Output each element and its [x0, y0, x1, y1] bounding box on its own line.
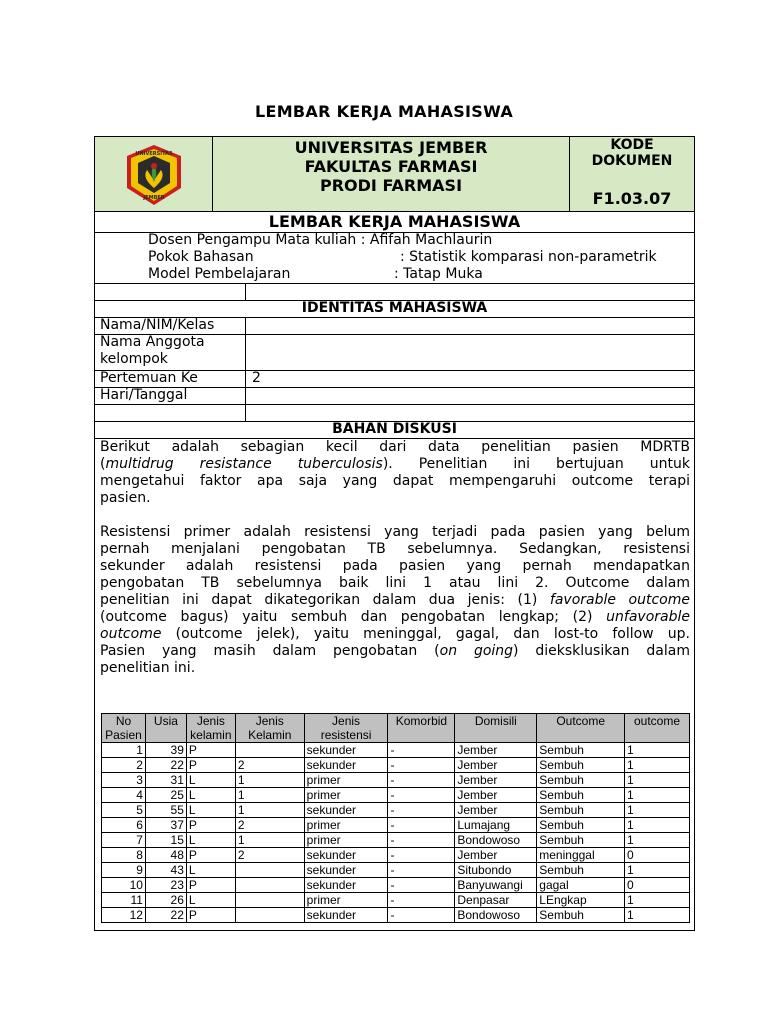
- pokok-value: : Statistik komparasi non-parametrik: [400, 249, 657, 265]
- anggota-label-1: Nama Anggota: [100, 334, 205, 350]
- table-header-row: [102, 714, 690, 743]
- table-row: [102, 863, 690, 878]
- dokumen-label: DOKUMEN: [591, 153, 673, 169]
- cell-domisili: Bondowoso: [455, 908, 537, 923]
- cell-usia: 26: [145, 893, 186, 908]
- cell-outcome-kode: 1: [625, 893, 690, 908]
- cell-komorbid: -: [388, 908, 455, 923]
- kode-value: F1.03.07: [592, 189, 672, 208]
- cell-outcome-kode: 1: [625, 788, 690, 803]
- cell-komorbid: -: [388, 788, 455, 803]
- cell-domisili: Jember: [455, 803, 537, 818]
- cell-domisili: Jember: [455, 743, 537, 758]
- cell-usia: 15: [145, 833, 186, 848]
- cell-komorbid: -: [388, 773, 455, 788]
- cell-no: 5: [102, 803, 146, 818]
- cell-komorbid: -: [388, 833, 455, 848]
- cell-jenis-kelamin: P: [186, 878, 235, 893]
- worksheet-frame: [94, 136, 695, 931]
- cell-no: 10: [102, 878, 146, 893]
- cell-outcome: Sembuh: [537, 863, 625, 878]
- discussion-paragraph-1: [100, 439, 690, 507]
- cell-no: 3: [102, 773, 146, 788]
- cell-jenis-kelamin: L: [186, 833, 235, 848]
- cell-outcome-kode: 1: [625, 833, 690, 848]
- cell-usia: 25: [145, 788, 186, 803]
- cell-outcome: Sembuh: [537, 743, 625, 758]
- cell-usia: 43: [145, 863, 186, 878]
- header-outcome-kode: outcome: [625, 714, 690, 743]
- pokok-label: Pokok Bahasan: [148, 249, 254, 265]
- logo-emblem-icon: [123, 144, 185, 206]
- cell-outcome: Sembuh: [537, 818, 625, 833]
- cell-outcome-kode: 1: [625, 743, 690, 758]
- table-row: [102, 848, 690, 863]
- header-no-pasien: No Pasien: [102, 714, 146, 743]
- kode-label: KODE: [610, 137, 654, 153]
- cell-outcome: Sembuh: [537, 908, 625, 923]
- model-value: : Tatap Muka: [394, 266, 483, 282]
- cell-outcome-kode: 0: [625, 878, 690, 893]
- cell-outcome-kode: 1: [625, 908, 690, 923]
- header-jenis-kelamin: Jenis kelamin: [186, 714, 235, 743]
- cell-jenis-kelamin-kode: 1: [235, 803, 304, 818]
- pertemuan-label: Pertemuan Ke: [100, 370, 198, 386]
- cell-domisili: Bondowoso: [455, 833, 537, 848]
- cell-jenis-resistensi: sekunder: [304, 803, 388, 818]
- cell-domisili: Jember: [455, 788, 537, 803]
- cell-domisili: Jember: [455, 848, 537, 863]
- table-row: [102, 893, 690, 908]
- cell-outcome-kode: 0: [625, 848, 690, 863]
- cell-usia: 39: [145, 743, 186, 758]
- cell-komorbid: -: [388, 758, 455, 773]
- cell-domisili: Banyuwangi: [455, 878, 537, 893]
- p2-line-9: penelitian ini.: [100, 660, 196, 676]
- cell-jenis-kelamin-kode: [235, 743, 304, 758]
- cell-outcome: Sembuh: [537, 803, 625, 818]
- table-row: [102, 803, 690, 818]
- table-body: [102, 743, 690, 923]
- cell-usia: 37: [145, 818, 186, 833]
- cell-no: 12: [102, 908, 146, 923]
- cell-outcome-kode: 1: [625, 773, 690, 788]
- cell-outcome: meninggal: [537, 848, 625, 863]
- pertemuan-value: 2: [252, 370, 261, 386]
- nama-nim-label: Nama/NIM/Kelas: [100, 317, 215, 333]
- svg-text:JEMBER: JEMBER: [143, 195, 165, 201]
- hari-label: Hari/Tanggal: [100, 387, 188, 403]
- cell-jenis-resistensi: sekunder: [304, 863, 388, 878]
- table-row: [102, 908, 690, 923]
- p2-line-5: penelitian ini dapat dikategorikan dalam dua jenis: (1) favorable outcome: [100, 592, 690, 608]
- cell-no: 4: [102, 788, 146, 803]
- cell-no: 9: [102, 863, 146, 878]
- cell-jenis-kelamin-kode: 1: [235, 773, 304, 788]
- cell-komorbid: -: [388, 848, 455, 863]
- table-row: [102, 788, 690, 803]
- cell-jenis-kelamin-kode: [235, 908, 304, 923]
- program-name: PRODI FARMASI: [319, 176, 463, 195]
- cell-domisili: Lumajang: [455, 818, 537, 833]
- cell-jenis-kelamin: L: [186, 788, 235, 803]
- cell-outcome: Sembuh: [537, 773, 625, 788]
- cell-jenis-kelamin-kode: [235, 863, 304, 878]
- model-label: Model Pembelajaran: [148, 266, 291, 282]
- header-outcome: Outcome: [537, 714, 625, 743]
- cell-outcome: Sembuh: [537, 833, 625, 848]
- university-logo: [123, 144, 185, 206]
- p2-line-1: Resistensi primer adalah resistensi yang terjadi pada pasien yang belum: [100, 524, 690, 540]
- university-name: UNIVERSITAS JEMBER: [294, 138, 488, 157]
- header-komorbid: Komorbid: [388, 714, 455, 743]
- cell-komorbid: -: [388, 893, 455, 908]
- cell-domisili: Jember: [455, 773, 537, 788]
- cell-jenis-resistensi: primer: [304, 893, 388, 908]
- header-jenis-resistensi: Jenis resistensi: [304, 714, 388, 743]
- discussion-title: BAHAN DISKUSI: [332, 421, 457, 437]
- cell-jenis-resistensi: sekunder: [304, 878, 388, 893]
- table-row: [102, 773, 690, 788]
- header-domisili: Domisili: [455, 714, 537, 743]
- cell-jenis-kelamin-kode: [235, 893, 304, 908]
- cell-usia: 55: [145, 803, 186, 818]
- cell-jenis-kelamin-kode: 2: [235, 848, 304, 863]
- cell-domisili: Denpasar: [455, 893, 537, 908]
- p1-line-3: mengetahui faktor apa saja yang dapat mempengaruhi outcome terapi: [100, 473, 690, 489]
- cell-komorbid: -: [388, 818, 455, 833]
- cell-jenis-kelamin-kode: 2: [235, 758, 304, 773]
- header-jenis-kelamin-kode: Jenis Kelamin: [235, 714, 304, 743]
- cell-jenis-kelamin: P: [186, 758, 235, 773]
- cell-no: 6: [102, 818, 146, 833]
- cell-outcome: Sembuh: [537, 788, 625, 803]
- cell-outcome: LEngkap: [537, 893, 625, 908]
- svg-text:UNIVERSITAS: UNIVERSITAS: [135, 151, 173, 157]
- cell-komorbid: -: [388, 863, 455, 878]
- cell-jenis-resistensi: primer: [304, 833, 388, 848]
- cell-jenis-kelamin: P: [186, 848, 235, 863]
- table-row: [102, 758, 690, 773]
- cell-usia: 22: [145, 908, 186, 923]
- cell-no: 7: [102, 833, 146, 848]
- dosen-line: Dosen Pengampu Mata kuliah : Afifah Machlaurin: [148, 232, 493, 248]
- cell-jenis-kelamin-kode: 2: [235, 818, 304, 833]
- cell-usia: 22: [145, 758, 186, 773]
- sheet-title: LEMBAR KERJA MAHASISWA: [268, 212, 521, 231]
- p2-line-8: Pasien yang masih dalam pengobatan (on going) dieksklusikan dalam: [100, 643, 690, 659]
- cell-jenis-resistensi: primer: [304, 818, 388, 833]
- p2-line-2: pernah menjalani pengobatan TB sebelumnya. Sedangkan, resistensi: [100, 541, 690, 557]
- page-title: LEMBAR KERJA MAHASISWA: [254, 102, 514, 121]
- cell-jenis-kelamin-kode: 1: [235, 788, 304, 803]
- cell-no: 8: [102, 848, 146, 863]
- cell-jenis-kelamin-kode: 1: [235, 833, 304, 848]
- cell-jenis-kelamin: L: [186, 893, 235, 908]
- cell-outcome-kode: 1: [625, 803, 690, 818]
- p2-line-4: pengobatan TB sebelumnya baik lini 1 atau lini 2. Outcome dalam: [100, 575, 690, 591]
- p2-line-6: (outcome bagus) yaitu sembuh dan pengobatan lengkap; (2) unfavorable: [100, 609, 691, 625]
- faculty-name: FAKULTAS FARMASI: [304, 157, 478, 176]
- cell-komorbid: -: [388, 803, 455, 818]
- p2-line-7: outcome (outcome jelek), yaitu meninggal, gagal, dan lost-to follow up.: [100, 626, 690, 642]
- cell-jenis-kelamin: L: [186, 773, 235, 788]
- cell-jenis-resistensi: sekunder: [304, 758, 388, 773]
- cell-jenis-resistensi: sekunder: [304, 743, 388, 758]
- cell-domisili: Jember: [455, 758, 537, 773]
- p1-line-4: pasien.: [100, 490, 151, 506]
- cell-no: 11: [102, 893, 146, 908]
- p1-line-1: Berikut adalah sebagian kecil dari data penelitian pasien MDRTB: [100, 439, 690, 455]
- patient-data-table: [101, 713, 690, 923]
- cell-outcome-kode: 1: [625, 863, 690, 878]
- cell-jenis-kelamin: L: [186, 803, 235, 818]
- cell-domisili: Situbondo: [455, 863, 537, 878]
- cell-jenis-kelamin: P: [186, 908, 235, 923]
- cell-jenis-kelamin: P: [186, 818, 235, 833]
- table-row: [102, 818, 690, 833]
- anggota-label-2: kelompok: [100, 351, 168, 367]
- cell-jenis-kelamin: L: [186, 863, 235, 878]
- cell-outcome: Sembuh: [537, 758, 625, 773]
- cell-usia: 48: [145, 848, 186, 863]
- cell-komorbid: -: [388, 878, 455, 893]
- p1-line-2: (multidrug resistance tuberculosis). Penelitian ini bertujuan untuk: [100, 456, 690, 472]
- cell-jenis-resistensi: sekunder: [304, 908, 388, 923]
- table-row: [102, 833, 690, 848]
- p2-line-3: sekunder adalah resistensi pada pasien yang pernah mendapatkan: [100, 558, 690, 574]
- cell-no: 2: [102, 758, 146, 773]
- cell-jenis-kelamin: P: [186, 743, 235, 758]
- table-row: [102, 743, 690, 758]
- cell-outcome: gagal: [537, 878, 625, 893]
- cell-no: 1: [102, 743, 146, 758]
- header-usia: Usia: [145, 714, 186, 743]
- cell-outcome-kode: 1: [625, 818, 690, 833]
- cell-jenis-resistensi: sekunder: [304, 848, 388, 863]
- cell-jenis-kelamin-kode: [235, 878, 304, 893]
- discussion-paragraph-2: [100, 524, 690, 677]
- table-row: [102, 878, 690, 893]
- cell-jenis-resistensi: primer: [304, 773, 388, 788]
- cell-outcome-kode: 1: [625, 758, 690, 773]
- cell-jenis-resistensi: primer: [304, 788, 388, 803]
- identity-title: IDENTITAS MAHASISWA: [301, 300, 488, 316]
- cell-usia: 31: [145, 773, 186, 788]
- cell-usia: 23: [145, 878, 186, 893]
- cell-komorbid: -: [388, 743, 455, 758]
